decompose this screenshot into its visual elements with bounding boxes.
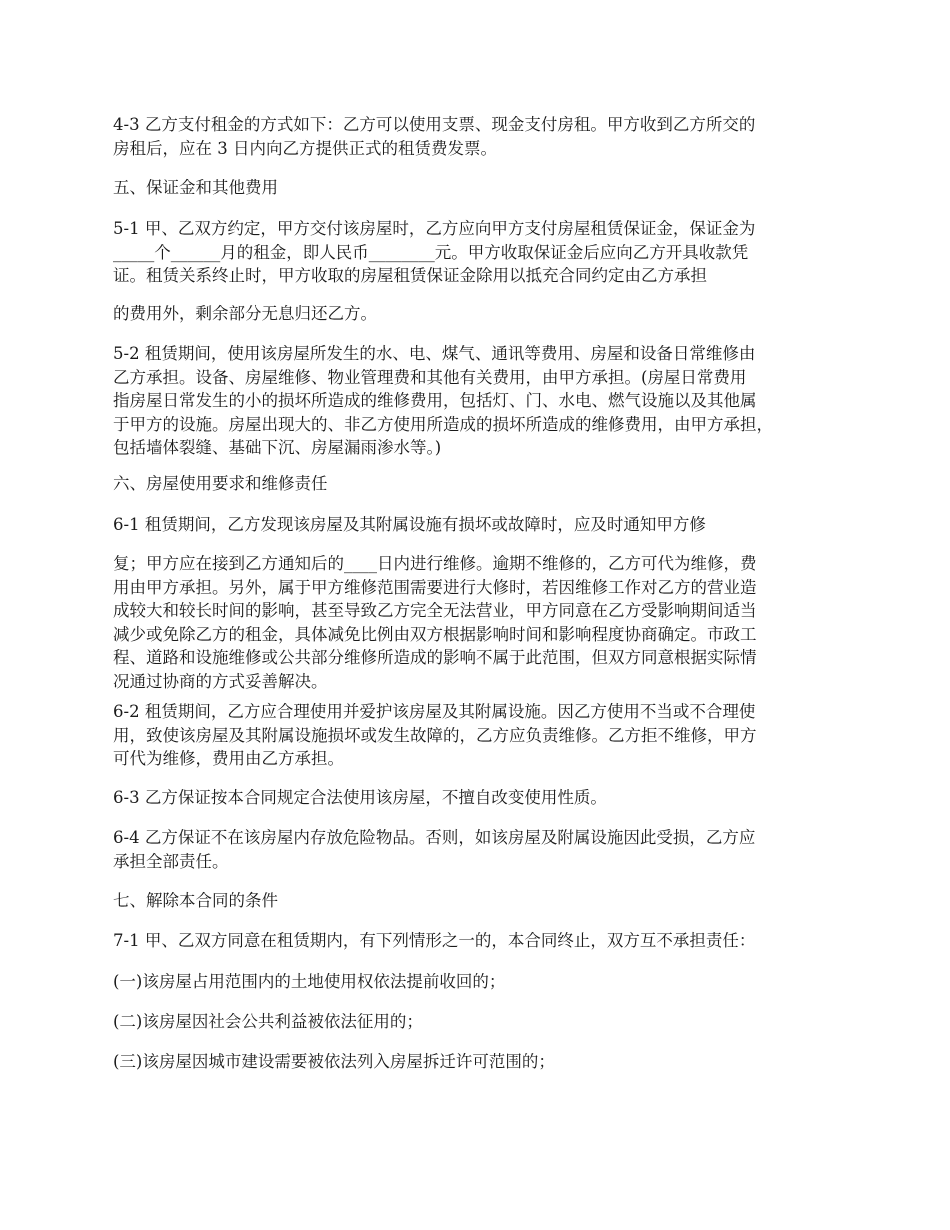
clause-5-1-part-2: 的费用外，剩余部分无息归还乙方。 [113,304,377,323]
section-heading-7: 七、解除本合同的条件 [113,891,278,910]
section-heading-6: 六、房屋使用要求和维修责任 [113,474,328,493]
section-heading-5: 五、保证金和其他费用 [113,178,278,197]
clause-5-1-part-1: 5-1 甲、乙双方约定，甲方交付该房屋时，乙方应向甲方支付房屋租赁保证金，保证金为 _____个______月的租金，即人民币________元。甲方收取保证金后应向乙方开具收款凭 证。租赁关系终止时，甲方收取的房屋租赁保证金除用以抵充合同约定由乙方承担 [113,219,756,285]
clause-6-1-part-2: 复；甲方应在接到乙方通知后的____日内进行维修。逾期不维修的，乙方可代为维修，费 用由甲方承担。另外，属于甲方维修范围需要进行大修时，若因维修工作对乙方的营业造 成较大和较长时间的影响，甚至导致乙方完全无法营业，甲方同意在乙方受影响期间适当 减少或免除乙方的租金，具体减免比例由双方根据影响时间和影响程度协商确定。市政工 程、道路和设施维修或公共部分维修所造成的影响不属于此范围，但双方同意根据实际情 况通过协商的方式妥善解决。 [113,554,757,691]
clause-6-4: 6-4 乙方保证不在该房屋内存放危险物品。否则，如该房屋及附属设施因此受损，乙方应 承担全部责任。 [113,828,756,871]
clause-7-1: 7-1 甲、乙双方同意在租赁期内，有下列情形之一的，本合同终止，双方互不承担责任： [113,931,756,950]
clause-7-1-item-3: (三)该房屋因城市建设需要被依法列入房屋拆迁许可范围的； [113,1052,555,1071]
clause-6-2: 6-2 租赁期间，乙方应合理使用并爱护该房屋及其附属设施。因乙方使用不当或不合理使 用，致使该房屋及其附属设施损坏或发生故障的，乙方应负责维修。乙方拒不维修，甲方 可代为维修，费用由乙方承担。 [113,702,757,768]
clause-7-1-item-1: (一)该房屋占用范围内的土地使用权依法提前收回的； [113,972,506,991]
clause-4-3: 4-3 乙方支付租金的方式如下：乙方可以使用支票、现金支付房租。甲方收到乙方所交的 房租后，应在 3 日内向乙方提供正式的租赁费发票。 [113,115,756,158]
clause-6-1-part-1: 6-1 租赁期间，乙方发现该房屋及其附属设施有损坏或故障时，应及时通知甲方修 [113,515,706,534]
clause-5-2: 5-2 租赁期间，使用该房屋所发生的水、电、煤气、通讯等费用、房屋和设备日常维修由 乙方承担。设备、房屋维修、物业管理费和其他有关费用，由甲方承担。(房屋日常费用 指房屋日常发生的小的损坏所造成的维修费用，包括灯、门、水电、燃气设施以及其他属 于甲方的设施。房屋出现大的、非乙方使用所造成的损坏所造成的维修费用，由甲方承担， 包括墙体裂缝、基础下沉、房屋漏雨渗水等。) [113,344,773,457]
clause-7-1-item-2: (二)该房屋因社会公共利益被依法征用的； [113,1012,423,1031]
clause-6-3: 6-3 乙方保证按本合同规定合法使用该房屋，不擅自改变使用性质。 [113,788,607,807]
